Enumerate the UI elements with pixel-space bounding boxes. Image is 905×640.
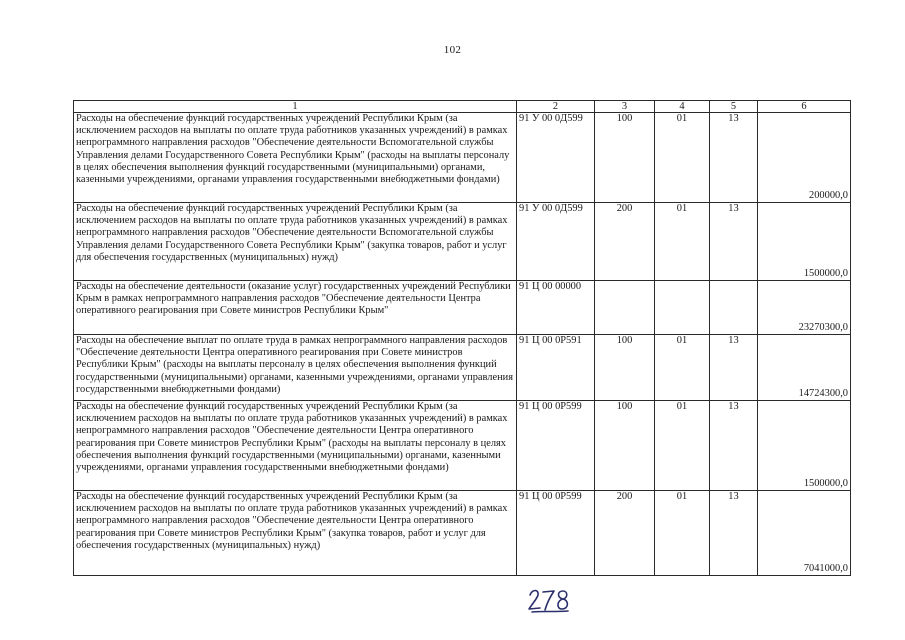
row-col5: 13 bbox=[710, 113, 758, 203]
row-col5: 13 bbox=[710, 335, 758, 401]
row-description: Расходы на обеспечение функций государственных учреждений Республики Крым (за исключением расходов на выплаты по оплате труда работников указанных учреждений) в рамках непрограммного направления расходов "Обеспечение деятельности Вспомогательной службы Управления делами Государственного Совета Республики Крым" (расходы на выплаты персоналу в целях обеспечения выполнения функций государственными (муниципальными) органами, казенными учреждениями, органами управления государственными внебюджетными фондами) bbox=[74, 113, 517, 203]
row-code: 91 Ц 00 0Р591 bbox=[517, 335, 595, 401]
row-amount: 1500000,0 bbox=[758, 401, 851, 491]
row-col3: 100 bbox=[595, 401, 655, 491]
row-amount: 1500000,0 bbox=[758, 203, 851, 281]
row-amount: 14724300,0 bbox=[758, 335, 851, 401]
row-col5: 13 bbox=[710, 491, 758, 576]
row-code: 91 Ц 00 00000 bbox=[517, 281, 595, 335]
row-col4: 01 bbox=[655, 335, 710, 401]
row-col3: 200 bbox=[595, 491, 655, 576]
header-cell-1: 1 bbox=[74, 101, 517, 113]
row-amount: 23270300,0 bbox=[758, 281, 851, 335]
row-col3 bbox=[595, 281, 655, 335]
table-row bbox=[74, 335, 851, 401]
handwritten-signature bbox=[526, 586, 572, 614]
table-row bbox=[74, 491, 851, 576]
row-col5 bbox=[710, 281, 758, 335]
row-col4: 01 bbox=[655, 401, 710, 491]
header-cell-2: 2 bbox=[517, 101, 595, 113]
row-description: Расходы на обеспечение функций государственных учреждений Республики Крым (за исключением расходов на выплаты по оплате труда работников указанных учреждений) в рамках непрограммного направления расходов "Обеспечение деятельности Центра оперативного реагирования при Совете министров Республики Крым" (расходы на выплаты персоналу в целях обеспечения выполнения функций государственными (муниципальными) органами, казенными учреждениями, органами управления государственными внебюджетными фондами) bbox=[74, 401, 517, 491]
row-amount: 7041000,0 bbox=[758, 491, 851, 576]
row-code: 91 У 00 0Д599 bbox=[517, 113, 595, 203]
table-row bbox=[74, 281, 851, 335]
row-description: Расходы на обеспечение функций государственных учреждений Республики Крым (за исключением расходов на выплаты по оплате труда работников указанных учреждений) в рамках непрограммного направления расходов "Обеспечение деятельности Центра оперативного реагирования при Совете министров Республики Крым" (закупка товаров, работ и услуг для обеспечения государственных (муниципальных) нужд) bbox=[74, 491, 517, 576]
page-number: 102 bbox=[443, 44, 462, 56]
row-col3: 100 bbox=[595, 113, 655, 203]
row-col3: 200 bbox=[595, 203, 655, 281]
header-cell-3: 3 bbox=[595, 101, 655, 113]
row-code: 91 У 00 0Д599 bbox=[517, 203, 595, 281]
row-col4: 01 bbox=[655, 203, 710, 281]
table-row bbox=[74, 203, 851, 281]
row-amount: 200000,0 bbox=[758, 113, 851, 203]
row-description: Расходы на обеспечение выплат по оплате труда в рамках непрограммного направления расходов "Обеспечение деятельности Центра оперативного реагирования при Совете министров Республики Крым" (расходы на выплаты персоналу в целях обеспечения выполнения функций государственными (муниципальными) органами, казенными учреждениями, органами управления государственными внебюджетными фондами) bbox=[74, 335, 517, 401]
table-row bbox=[74, 401, 851, 491]
budget-table bbox=[73, 100, 851, 576]
table-row bbox=[74, 113, 851, 203]
row-description: Расходы на обеспечение функций государственных учреждений Республики Крым (за исключением расходов на выплаты по оплате труда работников указанных учреждений) в рамках непрограммного направления расходов "Обеспечение деятельности Вспомогательной службы Управления делами Государственного Совета Республики Крым" (закупка товаров, работ и услуг для обеспечения государственных (муниципальных) нужд) bbox=[74, 203, 517, 281]
row-col3: 100 bbox=[595, 335, 655, 401]
row-code: 91 Ц 00 0Р599 bbox=[517, 491, 595, 576]
row-col5: 13 bbox=[710, 203, 758, 281]
row-col4: 01 bbox=[655, 113, 710, 203]
header-cell-4: 4 bbox=[655, 101, 710, 113]
header-row bbox=[74, 101, 851, 113]
header-cell-6: 6 bbox=[758, 101, 851, 113]
row-col4 bbox=[655, 281, 710, 335]
row-description: Расходы на обеспечение деятельности (оказание услуг) государственных учреждений Республики Крым в рамках непрограммного направления расходов "Обеспечение деятельности Центра оперативного реагирования при Совете министров Республики Крым" bbox=[74, 281, 517, 335]
row-code: 91 Ц 00 0Р599 bbox=[517, 401, 595, 491]
row-col5: 13 bbox=[710, 401, 758, 491]
header-cell-5: 5 bbox=[710, 101, 758, 113]
row-col4: 01 bbox=[655, 491, 710, 576]
